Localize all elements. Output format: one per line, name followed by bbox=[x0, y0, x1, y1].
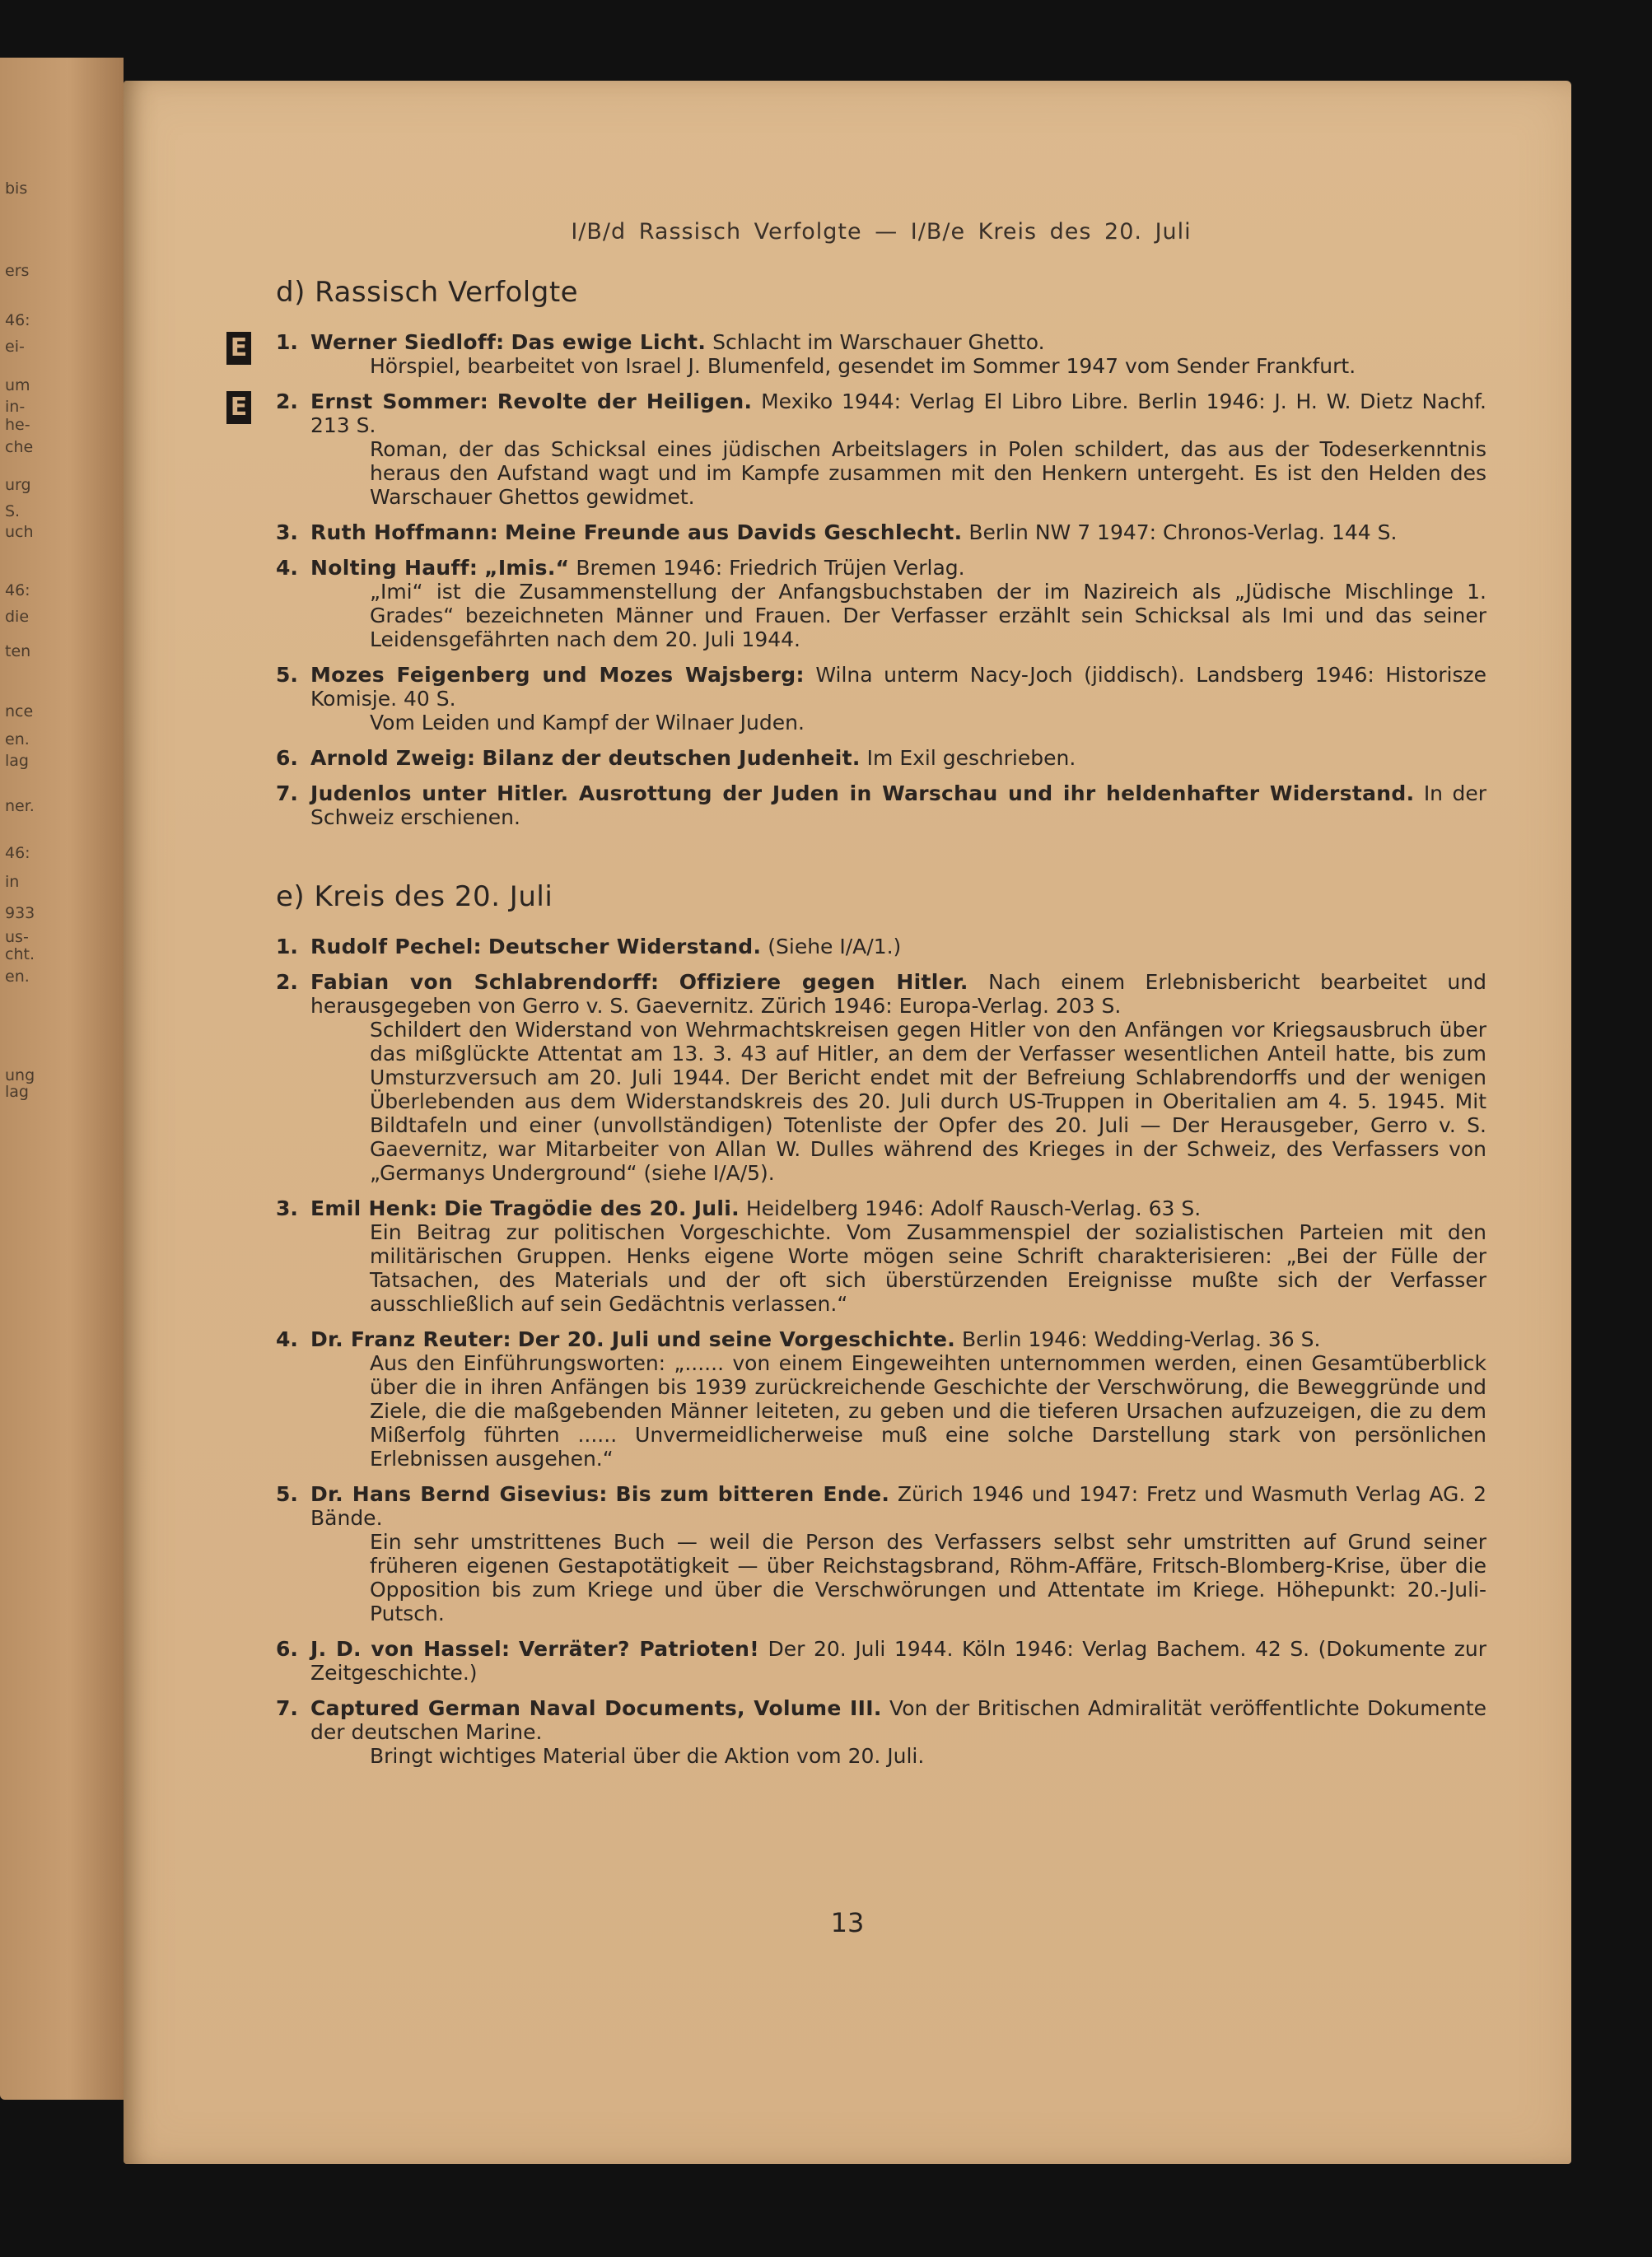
entry-title: Meine Freunde aus Davids Geschlecht. bbox=[505, 520, 963, 544]
entry-title: Die Tragödie des 20. Juli. bbox=[444, 1196, 740, 1220]
entry-author: Rudolf Pechel: bbox=[310, 935, 482, 958]
entry-number: 3. bbox=[276, 1196, 298, 1220]
entry-publication: Von der Britischen Admiralität veröffentlichte Dokumente der deutschen Marine. bbox=[310, 1696, 1486, 1744]
entry-title: Bis zum bitteren Ende. bbox=[615, 1482, 890, 1506]
entry-description: Hörspiel, bearbeitet von Israel J. Blumenfeld, gesendet im Sommer 1947 vom Sender Frankfurt. bbox=[370, 354, 1356, 378]
entry-author: Emil Henk: bbox=[310, 1196, 438, 1220]
running-header: I/B/d Rassisch Verfolgte — I/B/e Kreis des 20. Juli bbox=[571, 219, 1192, 245]
entry-publication: In der Schweiz erschienen. bbox=[310, 781, 1486, 829]
entry-number: 7. bbox=[276, 781, 298, 805]
bibliography-entry bbox=[276, 1696, 1486, 1768]
left-margin-fragment: cht. bbox=[5, 945, 35, 963]
left-page-edge bbox=[0, 58, 124, 2100]
entry-title: Judenlos unter Hitler. Ausrottung der Juden in Warschau und ihr heldenhafter Widerstand. bbox=[310, 781, 1415, 805]
entry-number: 6. bbox=[276, 1637, 298, 1661]
entry-number: 5. bbox=[276, 1482, 298, 1506]
left-margin-fragment: che bbox=[5, 438, 34, 456]
bibliography-entry bbox=[276, 1637, 1486, 1685]
entry-title: Revolte der Heiligen. bbox=[497, 389, 753, 413]
left-margin-fragment: en. bbox=[5, 730, 30, 748]
bibliography-entry bbox=[276, 663, 1486, 734]
bibliography-entry bbox=[230, 330, 1486, 378]
left-margin-fragment: 46: bbox=[5, 844, 30, 862]
entry-publication: Im Exil geschrieben. bbox=[866, 746, 1076, 770]
entry-publication: Der 20. Juli 1944. Köln 1946: Verlag Bachem. 42 S. (Dokumente zur Zeitgeschichte.) bbox=[310, 1637, 1487, 1685]
entry-author: Ruth Hoffmann: bbox=[310, 520, 499, 544]
bibliography-entry bbox=[276, 746, 1486, 770]
page-number: 13 bbox=[830, 1907, 865, 1938]
page-content bbox=[230, 219, 1487, 1779]
left-margin-fragment: uch bbox=[5, 523, 34, 541]
entry-number: 2. bbox=[276, 970, 298, 994]
entry-number: 4. bbox=[276, 556, 298, 580]
entry-publication: Berlin 1946: Wedding-Verlag. 36 S. bbox=[961, 1327, 1321, 1351]
entry-author: Nolting Hauff: bbox=[310, 556, 478, 580]
entry-number: 3. bbox=[276, 520, 298, 544]
entry-title: Der 20. Juli und seine Vorgeschichte. bbox=[517, 1327, 956, 1351]
left-margin-fragment: nce bbox=[5, 702, 34, 720]
left-margin-fragment: in- bbox=[5, 398, 26, 416]
entry-description: Aus den Einführungsworten: „...... von einem Eingeweihten unternommen werden, einen Gesamtüberblick über die in ihren Anfängen bis 1939 zurückreichende Geschichte der Verschwörung, die Beweggründe und Ziele, die die maßgebenden Männer leiteten, zu geben und die tieferen Ursachen aufzuzeigen, die zu dem Mißerfolg führten ...... Unvermeidlicherweise muß eine solche Darstellung stark von persönlichen Erlebnissen ausgehen.“ bbox=[370, 1351, 1486, 1471]
left-margin-fragment: us- bbox=[5, 928, 29, 946]
left-margin-fragment: urg bbox=[5, 476, 31, 494]
entry-number: 6. bbox=[276, 746, 298, 770]
entry-description: Ein Beitrag zur politischen Vorgeschichte. Vom Zusammenspiel der sozialistischen Parteien mit den militärischen Gruppen. Henks eigene Worte mögen seine Schrift charakterisieren: „Bei der Fülle der Tatsachen, des Materials und der oft sich überstürzenden Ereignisse mußte sich der Verfasser ausschließlich auf sein Gedächtnis verlassen.“ bbox=[370, 1220, 1486, 1316]
entry-author: J. D. von Hassel: bbox=[310, 1637, 511, 1661]
left-margin-fragment: die bbox=[5, 608, 30, 626]
entry-publication: Nach einem Erlebnisbericht bearbeitet und herausgegeben von Gerro v. S. Gaevernitz. Zürich 1946: Europa-Verlag. 203 S. bbox=[310, 970, 1486, 1018]
entry-number: 4. bbox=[276, 1327, 298, 1351]
entry-publication: (Siehe I/A/1.) bbox=[768, 935, 902, 958]
bibliography-entry bbox=[230, 389, 1487, 509]
entry-description: Ein sehr umstrittenes Buch — weil die Person des Verfassers selbst sehr umstritten auf Grund seiner früheren eigenen Gestapotätigkeit — über Reichstagsbrand, Röhm-Affäre, Fritsch-Blomberg-Krise, über die Opposition bis zum Kriege und über die Verschwörungen und Attentate im Kriege. Höhepunkt: 20.-Juli-Putsch. bbox=[370, 1530, 1486, 1625]
left-margin-fragment: he- bbox=[5, 416, 30, 434]
left-margin-fragment: 46: bbox=[5, 581, 30, 599]
left-margin-fragment: S. bbox=[5, 502, 21, 520]
left-margin-fragment: ei- bbox=[5, 338, 25, 356]
entry-author: Fabian von Schlabrendorff: bbox=[310, 970, 660, 994]
left-margin-fragment: ung bbox=[5, 1066, 35, 1084]
entry-author: Werner Siedloff: bbox=[310, 330, 505, 354]
entry-publication: Heidelberg 1946: Adolf Rausch-Verlag. 63 S. bbox=[745, 1196, 1202, 1220]
entry-title: Offiziere gegen Hitler. bbox=[679, 970, 968, 994]
entry-publication: Zürich 1946 und 1947: Fretz und Wasmuth Verlag AG. 2 Bände. bbox=[310, 1482, 1487, 1530]
entry-publication: Bremen 1946: Friedrich Trüjen Verlag. bbox=[576, 556, 965, 580]
left-margin-fragment: lag bbox=[5, 752, 29, 770]
bibliography-entry bbox=[276, 556, 1486, 651]
section-e-list bbox=[276, 935, 1486, 1768]
entry-publication: Wilna unterm Nacy-Joch (jiddisch). Landsberg 1946: Historisze Komisje. 40 S. bbox=[310, 663, 1486, 711]
entry-description: Vom Leiden und Kampf der Wilnaer Juden. bbox=[370, 711, 805, 734]
entry-publication: Schlacht im Warschauer Ghetto. bbox=[712, 330, 1045, 354]
left-margin-fragment: lag bbox=[5, 1083, 29, 1101]
entry-title: Verräter? Patrioten! bbox=[518, 1637, 759, 1661]
entry-title: Deutscher Widerstand. bbox=[488, 935, 762, 958]
left-margin-fragment: um bbox=[5, 376, 30, 394]
left-margin-fragment: ner. bbox=[5, 797, 35, 815]
entry-publication: Mexiko 1944: Verlag El Libro Libre. Berlin 1946: J. H. W. Dietz Nachf. 213 S. bbox=[310, 389, 1487, 437]
left-margin-fragment: ten bbox=[5, 642, 31, 660]
entry-number: 7. bbox=[276, 1696, 298, 1720]
section-title-kreis-20-juli: e) Kreis des 20. Juli bbox=[276, 880, 553, 913]
e-marker-badge: E bbox=[226, 332, 251, 365]
left-margin-fragment: ers bbox=[5, 262, 30, 280]
bibliography-entry bbox=[276, 1196, 1486, 1316]
entry-author: Dr. Franz Reuter: bbox=[310, 1327, 511, 1351]
entry-title: Bilanz der deutschen Judenheit. bbox=[482, 746, 861, 770]
e-marker-badge: E bbox=[226, 391, 251, 424]
entry-publication: Berlin NW 7 1947: Chronos-Verlag. 144 S. bbox=[968, 520, 1398, 544]
left-margin-fragment: en. bbox=[5, 968, 30, 986]
bibliography-entry bbox=[276, 935, 1486, 958]
entry-description: Roman, der das Schicksal eines jüdischen Arbeitslagers in Polen schildert, das aus der Todeserkenntnis heraus den Aufstand wagt und im Kampfe zusammen mit den Henkern untergeht. Es ist den Helden des Warschauer Ghettos gewidmet. bbox=[370, 437, 1486, 509]
entry-title: Das ewige Licht. bbox=[511, 330, 707, 354]
entry-number: 5. bbox=[276, 663, 298, 687]
left-margin-fragment: bis bbox=[5, 180, 28, 198]
book-page bbox=[124, 81, 1571, 2164]
bibliography-entry bbox=[276, 520, 1486, 544]
entry-number: 1. bbox=[276, 935, 298, 958]
entry-author: Mozes Feigenberg und Mozes Wajsberg: bbox=[310, 663, 805, 687]
entry-author: Arnold Zweig: bbox=[310, 746, 476, 770]
bibliography-entry bbox=[276, 1327, 1486, 1471]
entry-title: „Imis.“ bbox=[484, 556, 570, 580]
entry-description: „Imi“ ist die Zusammenstellung der Anfangsbuchstaben der im Nazireich als „Jüdische Mischlinge 1. Grades“ bezeichneten Männer und Frauen. Der Verfasser erzählt sein Schicksal als Imi und das seiner Leidensgefährten nach dem 20. Juli 1944. bbox=[370, 580, 1486, 651]
left-margin-fragment: 933 bbox=[5, 904, 35, 922]
entry-title: Captured German Naval Documents, Volume III. bbox=[310, 1696, 882, 1720]
section-d-list bbox=[230, 330, 1487, 829]
bibliography-entry bbox=[276, 1482, 1486, 1625]
entry-description: Schildert den Widerstand von Wehrmachtskreisen gegen Hitler von den Anfängen vor Kriegsausbruch über das mißglückte Attentat am 13. 3. 43 auf Hitler, an dem der Verfasser wesentlichen Anteil hatte, bis zum Umsturzversuch am 20. Juli 1944. Der Bericht endet mit der Befreiung Schlabrendorffs und der wenigen Überlebenden aus dem Widerstandskreis des 20. Juli durch US-Truppen in Oberitalien am 4. 5. 1945. Mit Bildtafeln und einer (unvollständigen) Totenliste der Opfer des 20. Juli — Der Herausgeber, Gerro v. S. Gaevernitz, war Mitarbeiter von Allan W. Dulles während des Krieges in der Schweiz, des Verfassers von „Germanys Underground“ (siehe I/A/5). bbox=[370, 1018, 1486, 1185]
left-margin-fragment: in bbox=[5, 873, 20, 891]
entry-author: Ernst Sommer: bbox=[310, 389, 489, 413]
entry-author: Dr. Hans Bernd Gisevius: bbox=[310, 1482, 608, 1506]
left-margin-fragment: 46: bbox=[5, 311, 30, 329]
entry-description: Bringt wichtiges Material über die Aktion vom 20. Juli. bbox=[370, 1744, 925, 1768]
bibliography-entry bbox=[276, 970, 1486, 1185]
entry-number: 2. bbox=[276, 389, 298, 413]
entry-number: 1. bbox=[276, 330, 298, 354]
bibliography-entry bbox=[276, 781, 1486, 829]
section-title-rassisch-verfolgte: d) Rassisch Verfolgte bbox=[276, 276, 579, 309]
